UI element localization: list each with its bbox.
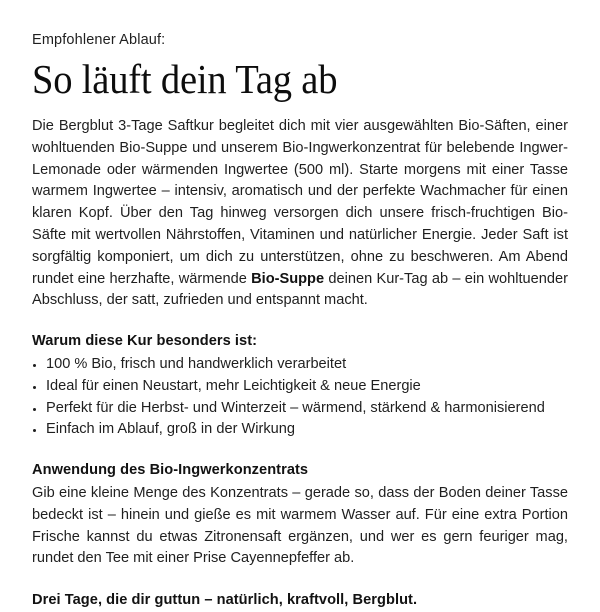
list-item: Perfekt für die Herbst- und Winterzeit – wärmend, stärkend & harmonisierend bbox=[32, 398, 568, 420]
page-title: So läuft dein Tag ab bbox=[32, 56, 338, 102]
intro-text-part-2: deinen Kur-Tag ab – ein wohltuender Abschluss, der satt, zufrieden und entspannt macht. bbox=[32, 270, 569, 309]
intro-paragraph bbox=[32, 116, 568, 312]
benefits-list bbox=[32, 354, 568, 441]
intro-text-part-1: Die Bergblut 3-Tage Saftkur begleitet dich mit vier ausgewählten Bio-Säften, einer wohltuenden Bio-Suppe und unserem Bio-Ingwerkonzentrat für belebende Ingwer-Lemonade oder wärmenden Ingwertee (500 ml). Starte morgens mit einer Tasse warmem Ingwertee – intensiv, aromatisch und der perfekte Wachmacher für einen klaren Kopf. Über den Tag hinweg versorgen dich unsere frisch-fruchtigen Bio-Säfte mit wertvollen Nährstoffen, Vitaminen und natürlicher Energie. Jeder Saft ist sorgfältig komponiert, um dich zu unterstützen, ohne zu beschweren. Am Abend rundet eine herzhafte, wärmende bbox=[32, 118, 568, 287]
list-item: Ideal für einen Neustart, mehr Leichtigkeit & neue Energie bbox=[32, 376, 568, 398]
benefits-section bbox=[32, 331, 568, 441]
closing-statement: Drei Tage, die dir guttun – natürlich, kraftvoll, Bergblut. bbox=[32, 592, 418, 609]
benefits-heading: Warum diese Kur besonders ist: bbox=[32, 333, 258, 350]
usage-heading: Anwendung des Bio-Ingwerkonzentrats bbox=[32, 462, 309, 479]
list-item: Einfach im Ablauf, groß in der Wirkung bbox=[32, 419, 568, 441]
usage-section bbox=[32, 460, 568, 570]
list-item: 100 % Bio, frisch und handwerklich verarbeitet bbox=[32, 354, 568, 376]
usage-paragraph: Gib eine kleine Menge des Konzentrats – gerade so, dass der Boden deiner Tasse bedeckt ist – hinein und gieße es mit warmem Wasser auf. Für eine extra Portion Frische kannst du etwas Zitronensaft ergänzen, und wer es gern feuriger mag, rundet den Tee mit einer Prise Cayennepfeffer ab. bbox=[32, 484, 568, 567]
intro-bold-term: Bio-Suppe bbox=[251, 270, 325, 287]
eyebrow-label: Empfohlener Ablauf: bbox=[32, 32, 166, 48]
